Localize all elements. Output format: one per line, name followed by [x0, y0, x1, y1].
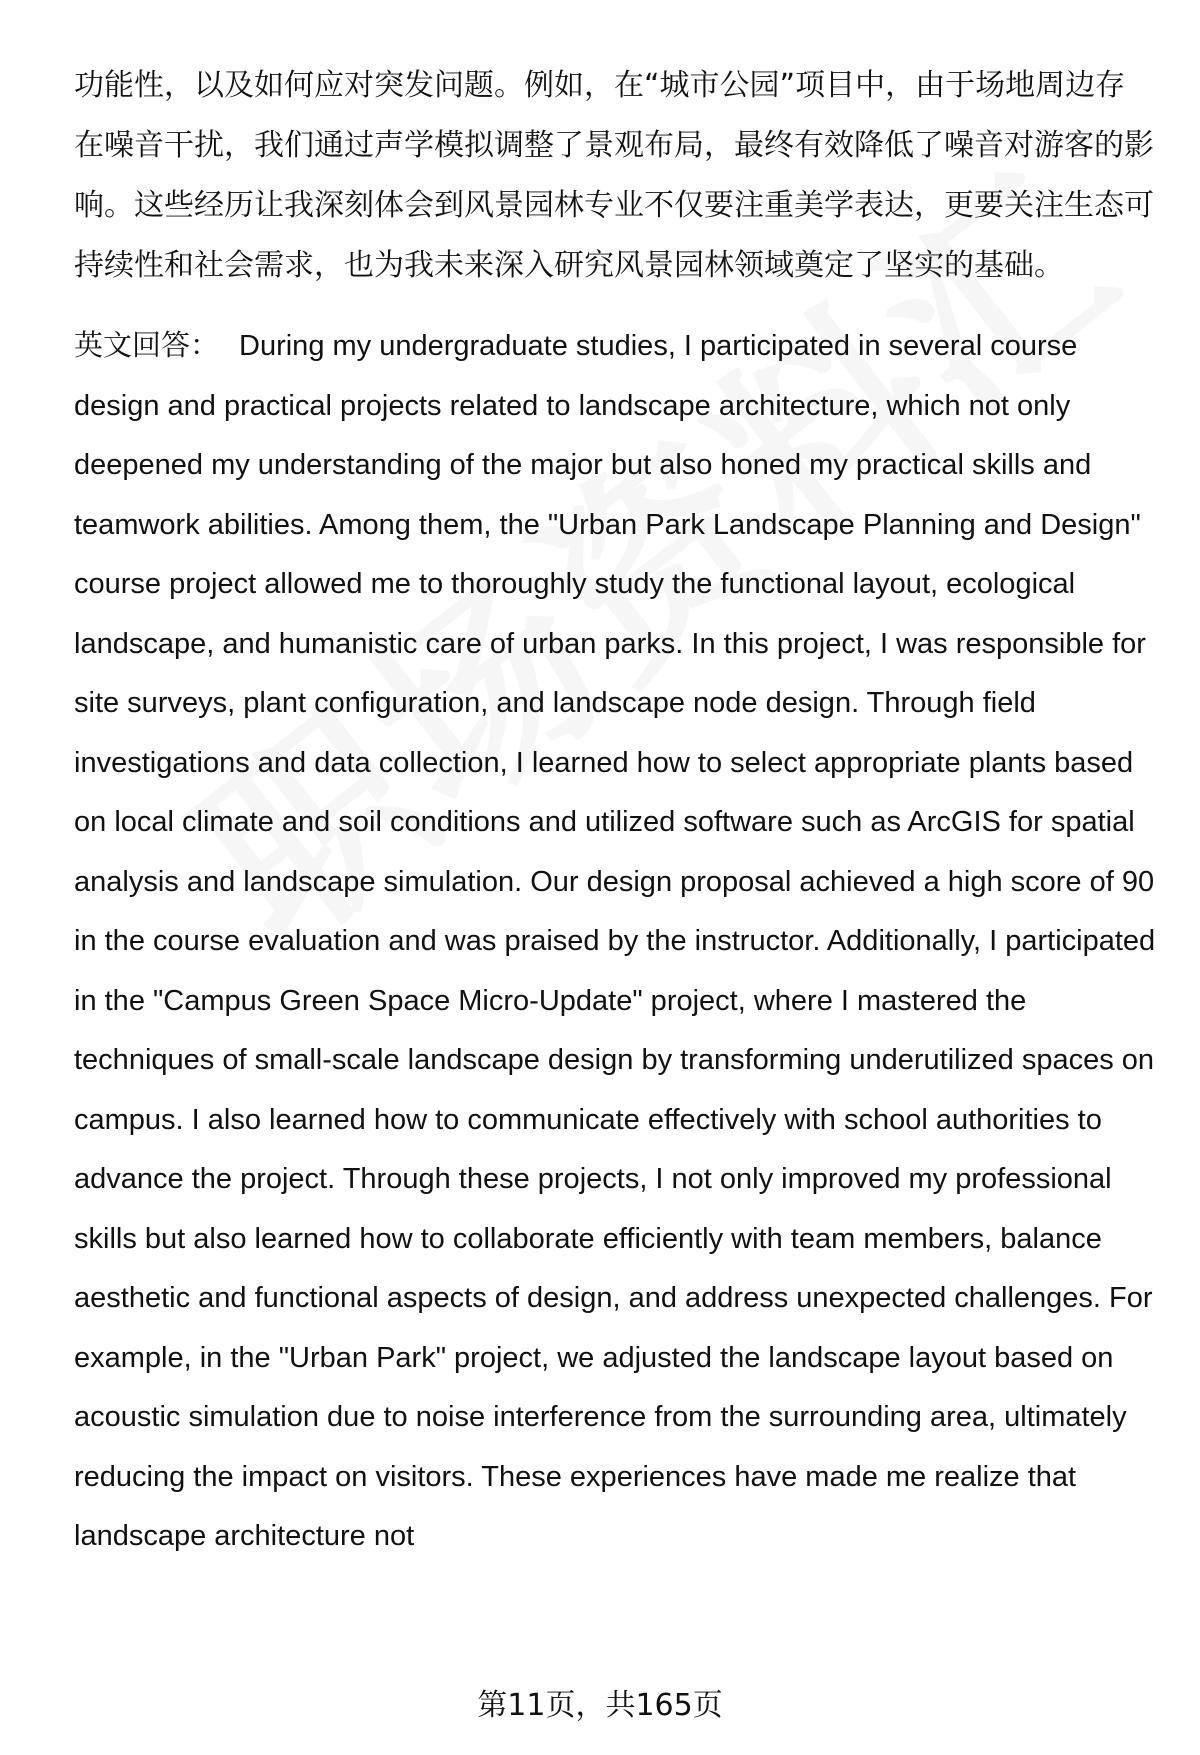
english-answer-text: During my undergraduate studies, I participated in several course design and practical projects related to landscape architecture, which not only deepened my understanding of the major but also honed my practical skills and teamwork abilities. Among them, the "Urban Park Landscape Planning and Design" course project allowed me to thoroughly study the functional layout, ecological landscape, and humanistic care of urban parks. In this project, I was responsible for site surveys, plant configuration, and landscape node design. Through field investigations and data collection, I learned how to select appropriate plants based on local climate and soil conditions and utilized software such as ArcGIS for spatial analysis and landscape simulation. Our design proposal achieved a high score of 90 in the course evaluation and was praised by the instructor. Additionally, I participated in the "Campus Green Space Micro-Update" project, where I mastered the techniques of small-scale landscape design by transforming underutilized spaces on campus. I also learned how to communicate effectively with school authorities to advance the project. Through these projects, I not only improved my professional skills but also learned how to collaborate efficiently with team members, balance aesthetic and functional aspects of design, and address unexpected challenges. For example, in the "Urban Park" project, we adjusted the landscape layout based on acoustic simulation due to noise interference from the surrounding area, ultimately reducing the impact on visitors. These experiences have made me realize that landscape architecture not — [74, 330, 1156, 1552]
english-answer — [74, 316, 1164, 1567]
english-answer-label: 英文回答： — [74, 328, 220, 362]
chinese-paragraph: 功能性，以及如何应对突发问题。例如，在“城市公园”项目中，由于场地周边存在噪音干扰，我们通过声学模拟调整了景观布局，最终有效降低了噪音对游客的影响。这些经历让我深刻体会到风景园林专业不仅要注重美学表达，更要关注生态可持续性和社会需求，也为我未来深入研究风景园林领域奠定了坚实的基础。 — [74, 68, 1154, 283]
page-number: 第11页，共165页 — [477, 1688, 723, 1723]
